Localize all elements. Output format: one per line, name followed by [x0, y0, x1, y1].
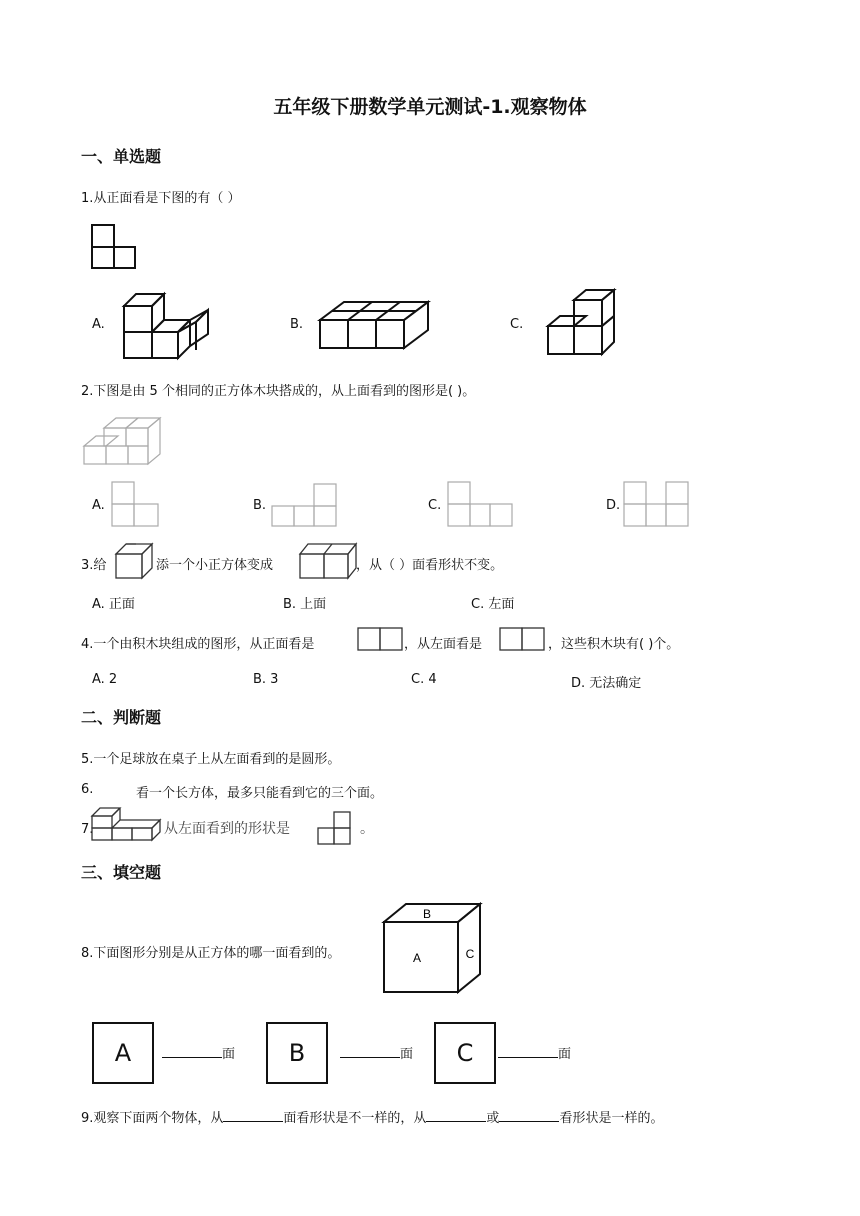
q3-option-a[interactable]: A. 正面 — [92, 597, 135, 612]
q2-option-b-figure — [270, 482, 340, 530]
q2-option-d-figure — [622, 480, 692, 530]
q1-option-c-figure — [544, 288, 624, 360]
q9-blank-3[interactable] — [499, 1121, 559, 1122]
q9-part-1: 9.观察下面两个物体，从 — [81, 1111, 224, 1126]
q9-part-3: 或 — [486, 1111, 500, 1126]
q2-option-c-label[interactable]: C. — [428, 498, 442, 513]
q4-option-b[interactable]: B. 3 — [253, 672, 279, 687]
question-9-text — [81, 1107, 663, 1126]
q9-blank-1[interactable] — [223, 1121, 283, 1122]
q2-option-a-figure — [110, 480, 162, 530]
q1-option-b-figure — [316, 298, 438, 354]
question-5-text: 5.一个足球放在桌子上从左面看到的是圆形。 — [81, 752, 341, 767]
q8-answer-a[interactable] — [162, 1043, 235, 1062]
question-1-text: 1.从正面看是下图的有（ ） — [81, 191, 241, 206]
q1-front-view-figure — [88, 222, 158, 270]
q1-option-a-label[interactable]: A. — [92, 317, 105, 332]
cube-right-label: C — [465, 947, 475, 961]
section-heading-true-false: 二、判断题 — [81, 708, 162, 727]
page-title: 五年级下册数学单元测试-1.观察物体 — [273, 96, 587, 118]
q9-part-4: 看形状是一样的。 — [559, 1111, 664, 1126]
q8-view-box-b: B — [266, 1022, 328, 1084]
q8-answer-c[interactable] — [498, 1043, 571, 1062]
q2-option-c-figure — [446, 480, 516, 530]
q4-left-view-figure — [498, 626, 548, 654]
q4-option-d[interactable]: D. 无法确定 — [571, 676, 642, 691]
cube-top-label: B — [422, 907, 432, 921]
q9-part-2: 面看形状是不一样的，从 — [283, 1111, 427, 1126]
q8-suffix-b: 面 — [400, 1047, 414, 1062]
q3-single-cube-figure — [112, 540, 158, 582]
question-8-text: 8.下面图形分别是从正方体的哪一面看到的。 — [81, 946, 341, 961]
q7-left-view-figure — [316, 810, 356, 848]
q4-front-view-figure — [356, 626, 404, 654]
cube-front-label: A — [412, 951, 422, 965]
section-heading-single-choice: 一、单选题 — [81, 147, 162, 166]
question-3-prefix: 3.给 — [81, 558, 107, 573]
q4-option-a[interactable]: A. 2 — [92, 672, 118, 687]
question-7-text: 从左面看到的形状是 — [164, 821, 290, 837]
section-heading-fill-in: 三、填空题 — [81, 863, 162, 882]
q2-option-d-label[interactable]: D. — [606, 498, 621, 513]
q7-object-figure — [90, 804, 162, 844]
q2-option-a-label[interactable]: A. — [92, 498, 105, 513]
q8-view-box-c: C — [434, 1022, 496, 1084]
question-6-text: 看一个长方体，最多只能看到它的三个面。 — [136, 786, 384, 801]
question-6-number: 6. — [81, 782, 94, 797]
q9-blank-2[interactable] — [426, 1121, 486, 1122]
question-3-suffix: ，从（ ）面看形状不变。 — [356, 558, 504, 573]
q3-option-c[interactable]: C. 左面 — [471, 597, 515, 612]
q3-option-b[interactable]: B. 上面 — [283, 597, 327, 612]
q1-option-c-label[interactable]: C. — [510, 317, 524, 332]
q3-double-cube-figure — [296, 540, 360, 582]
q2-option-b-label[interactable]: B. — [253, 498, 267, 513]
q8-cube-figure — [380, 900, 490, 996]
q1-option-a-figure — [118, 286, 218, 364]
question-4-suffix: ，这些积木块有( )个。 — [548, 637, 680, 652]
q1-option-b-label[interactable]: B. — [290, 317, 304, 332]
question-3-middle: 添一个小正方体变成 — [156, 558, 274, 573]
question-7-number: 7. — [81, 822, 94, 837]
question-4-middle: ，从左面看是 — [404, 637, 483, 652]
question-7-period: 。 — [360, 821, 374, 837]
question-4-prefix: 4.一个由积木块组成的图形，从正面看是 — [81, 637, 315, 652]
question-2-text: 2.下图是由 5 个相同的正方体木块搭成的，从上面看到的图形是( )。 — [81, 384, 476, 399]
q8-view-box-a: A — [92, 1022, 154, 1084]
q4-option-c[interactable]: C. 4 — [411, 672, 437, 687]
q8-suffix-c: 面 — [558, 1047, 572, 1062]
q8-answer-b[interactable] — [340, 1043, 413, 1062]
q2-stack-figure — [82, 412, 158, 468]
q8-suffix-a: 面 — [222, 1047, 236, 1062]
